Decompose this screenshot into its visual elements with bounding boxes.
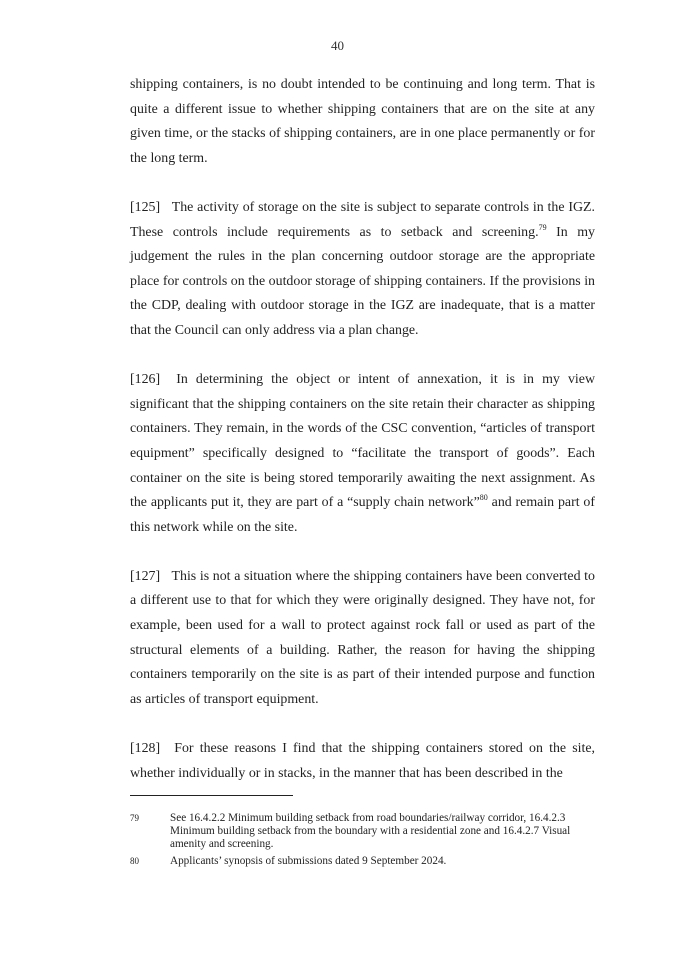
paragraph-126 — [130, 368, 595, 540]
paragraph-continuation — [130, 73, 595, 171]
paragraph-text: In determining the object or intent of annexation, it is in my view significant that the shipping containers on the site retain their character as shipping containers. They remain, in the words of the CSC convention, “articles of transport equipment” specifically designed to “facilitate the transport of goods”. Each container on the site is being stored temporarily awaiting the next assignment. As the applicants put it, they are part of a “supply chain network” — [130, 372, 595, 511]
paragraph-number: [128] — [130, 741, 161, 757]
footnote-text: See 16.4.2.2 Minimum building setback from road boundaries/railway corridor, 16.4.2.3 Minimum building setback from the boundary with a residential zone and 16.4.2.7 Visual amenity and screening. — [170, 812, 571, 850]
footnote-79 — [130, 812, 595, 851]
page-number: 40 — [331, 38, 344, 53]
footnote-reference[interactable]: 79 — [538, 222, 547, 232]
paragraph-text: shipping containers, is no doubt intended to be continuing and long term. That is quite a different issue to whether shipping containers that are on the site at any given time, or the stacks of shipping containers, are in one place permanently or for the long term. — [130, 77, 595, 166]
paragraph-text-continued: and remain part of this network while on the site. — [130, 495, 595, 535]
paragraph-text: This is not a situation where the shipping containers have been converted to a different use to that for which they were originally designed. They have not, for example, been used for a wall to protect against rock fall or used as part of the structural elements of a building. Rather, the reason for having the shipping containers temporarily on the site is as part of their intended purpose and function as articles of transport equipment. — [130, 568, 595, 707]
footnote-number: 79 — [130, 813, 139, 823]
footnote-divider — [130, 795, 293, 796]
paragraph-number: [127] — [130, 568, 161, 584]
paragraph-127 — [130, 565, 595, 713]
paragraph-128 — [130, 737, 595, 786]
paragraph-number: [125] — [130, 199, 161, 215]
footnote-80 — [130, 855, 595, 868]
judgment-body — [130, 73, 595, 811]
paragraph-text-continued: In my judgement the rules in the plan concerning outdoor storage are the appropriate place for controls on the outdoor storage of shipping containers. If the provisions in the CDP, dealing with outdoor storage in the IGZ are inadequate, that is a matter that the Council can only address via a plan change. — [130, 224, 595, 338]
footnote-text: Applicants’ synopsis of submissions dated 9 September 2024. — [170, 855, 447, 867]
paragraph-text: The activity of storage on the site is subject to separate controls in the IGZ. These controls include requirements as to setback and screening. — [130, 199, 595, 240]
footnotes — [130, 812, 595, 872]
paragraph-number: [126] — [130, 372, 161, 388]
paragraph-125 — [130, 196, 595, 344]
paragraph-text: For these reasons I find that the shipping containers stored on the site, whether individually or in stacks, in the manner that has been described in the — [130, 741, 595, 781]
footnote-reference[interactable]: 80 — [479, 493, 488, 503]
footnote-number: 80 — [130, 856, 139, 866]
